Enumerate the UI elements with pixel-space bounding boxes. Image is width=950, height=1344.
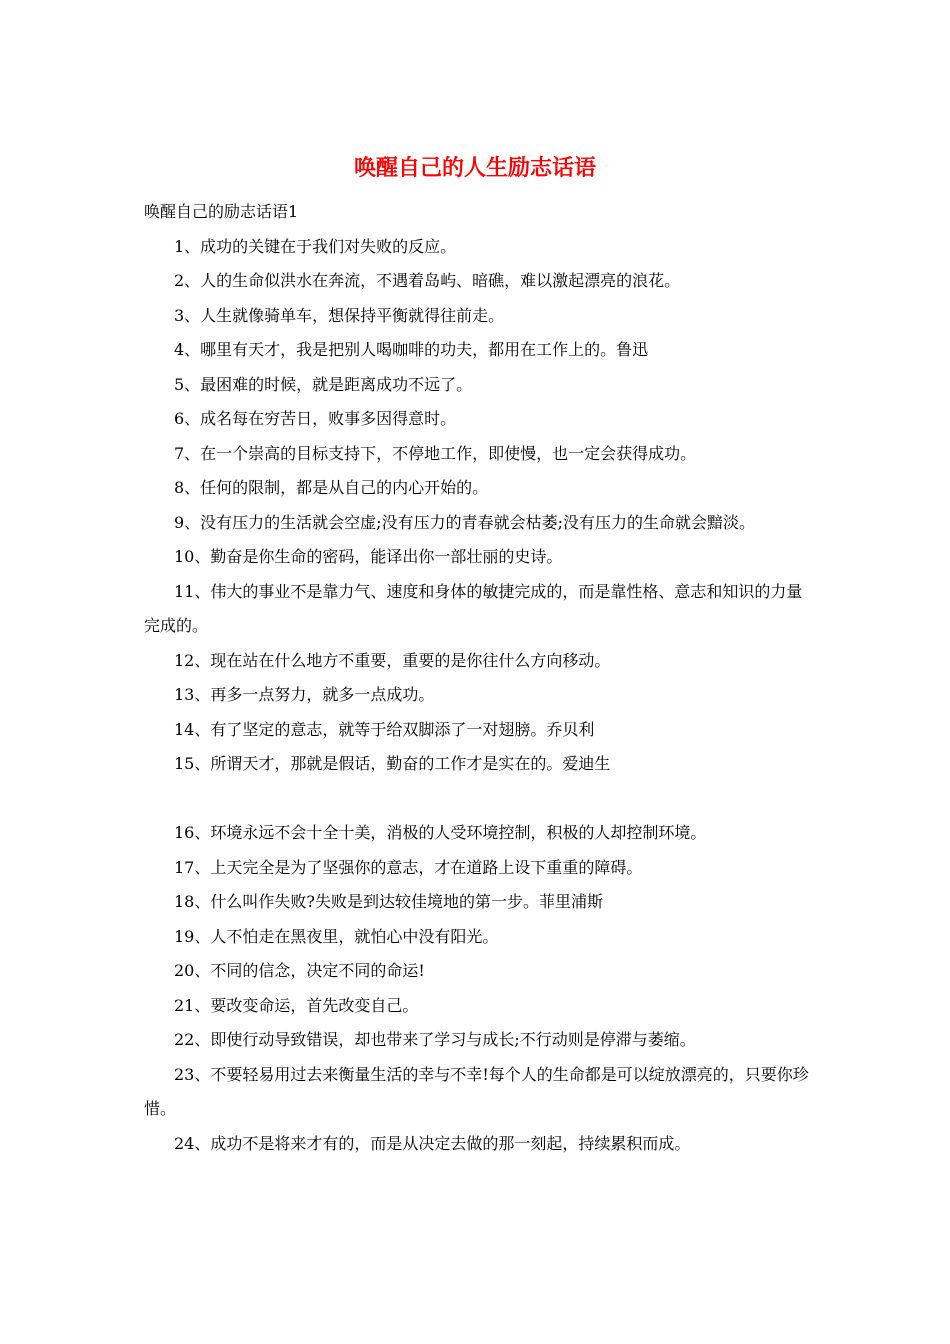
- paragraph-gap: [144, 782, 810, 817]
- quote-item: 19、人不怕走在黑夜里，就怕心中没有阳光。: [174, 926, 499, 946]
- quote-item: 5、最困难的时候，就是距离成功不远了。: [174, 374, 473, 394]
- quote-item: 14、有了坚定的意志，就等于给双脚添了一对翅膀。乔贝利: [174, 719, 595, 739]
- quote-item: 16、环境永远不会十全十美，消极的人受环境控制，积极的人却控制环境。: [174, 823, 707, 842]
- quote-item: 11、伟大的事业不是靠力气、速度和身体的敏捷完成的，而是靠性格、意志和知识的力量完成的。: [144, 581, 803, 635]
- document-title: 唤醒自己的人生励志话语: [353, 155, 596, 181]
- quote-item: 23、不要轻易用过去来衡量生活的幸与不幸!每个人的生命都是可以绽放漂亮的，只要你珍惜。: [144, 1064, 809, 1118]
- quote-item: 4、哪里有天才，我是把别人喝咖啡的功夫，都用在工作上的。鲁迅: [174, 340, 649, 359]
- quote-item: 12、现在站在什么地方不重要，重要的是你往什么方向移动。: [174, 650, 611, 670]
- quote-item: 20、不同的信念，决定不同的命运!: [174, 961, 425, 980]
- quote-item: 6、成名每在穷苦日，败事多因得意时。: [174, 409, 457, 428]
- quote-item: 10、勤奋是你生命的密码，能译出你一部壮丽的史诗。: [174, 547, 563, 566]
- section-heading: 唤醒自己的励志话语1: [144, 202, 299, 221]
- quote-list-part-2: [144, 816, 810, 1161]
- quote-item: 17、上天完全是为了坚强你的意志，才在道路上设下重重的障碍。: [174, 857, 643, 877]
- quote-item: 7、在一个崇高的目标支持下，不停地工作，即使慢，也一定会获得成功。: [174, 443, 697, 463]
- quote-item: 21、要改变命运，首先改变自己。: [174, 995, 419, 1015]
- quote-item: 15、所谓天才，那就是假话，勤奋的工作才是实在的。爱迪生: [174, 754, 611, 773]
- quote-item: 24、成功不是将来才有的，而是从决定去做的那一刻起，持续累积而成。: [174, 1133, 691, 1153]
- quote-item: 22、即使行动导致错误，却也带来了学习与成长;不行动则是停滞与萎缩。: [174, 1030, 696, 1049]
- quote-item: 2、人的生命似洪水在奔流，不遇着岛屿、暗礁，难以激起漂亮的浪花。: [174, 271, 681, 290]
- quote-item: 3、人生就像骑单车，想保持平衡就得往前走。: [174, 305, 505, 325]
- document-body: [144, 195, 810, 1161]
- quote-item: 9、没有压力的生活就会空虚;没有压力的青春就会枯萎;没有压力的生命就会黯淡。: [174, 512, 755, 532]
- quote-list-part-1: [144, 230, 810, 782]
- quote-item: 13、再多一点努力，就多一点成功。: [174, 685, 435, 704]
- quote-item: 8、任何的限制，都是从自己的内心开始的。: [174, 478, 489, 497]
- quote-item: 1、成功的关键在于我们对失败的反应。: [174, 236, 457, 256]
- quote-item: 18、什么叫作失败?失败是到达较佳境地的第一步。菲里浦斯: [174, 892, 603, 911]
